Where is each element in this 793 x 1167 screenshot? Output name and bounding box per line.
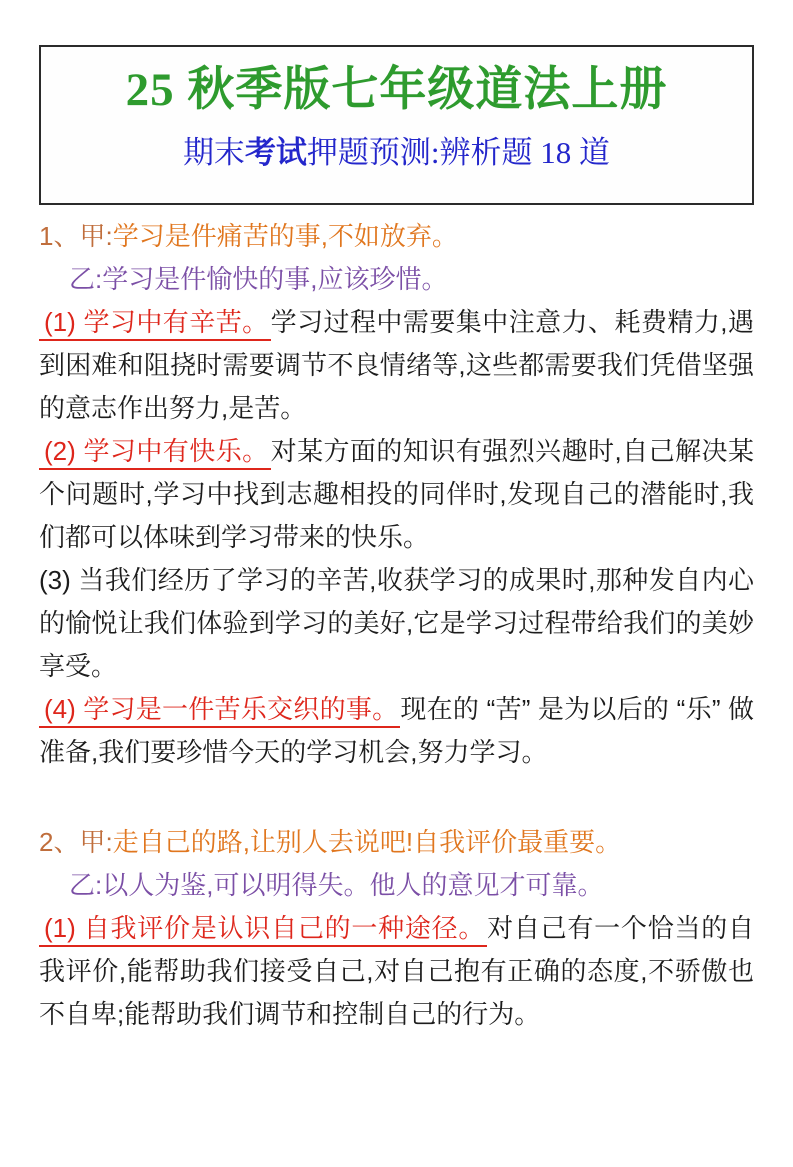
point-body: 对自己有一个恰当的自我评价,能帮助我们接受自己,对自己抱有正确的态度,不骄傲也不自卑;能帮助我们调节和控制自己的行为。 xyxy=(39,913,754,1029)
yi-statement: 以人为鉴,可以明得失。他人的意见才可靠。 xyxy=(102,870,604,900)
question-2 xyxy=(39,821,754,1036)
question-1 xyxy=(39,215,754,774)
document-body xyxy=(39,215,754,1036)
jia-statement: 走自己的路,让别人去说吧!自我评价最重要。 xyxy=(112,827,622,857)
worksheet-page xyxy=(0,45,793,1167)
yi-statement: 学习是件愉快的事,应该珍惜。 xyxy=(102,264,448,294)
point-body: 现在的 “苦” 是为以后的 “乐” 做准备,我们要珍惜今天的学习机会,努力学习。 xyxy=(39,694,754,767)
analysis-point xyxy=(39,688,754,774)
analysis-point xyxy=(39,559,754,688)
point-body: (3) 当我们经历了学习的辛苦,收获学习的成果时,那种发自内心的愉悦让我们体验到学习的美好,它是学习过程带给我们的美妙享受。 xyxy=(39,565,754,681)
page-subtitle xyxy=(41,133,752,173)
dialogue-jia xyxy=(39,215,754,258)
title-box xyxy=(39,45,754,205)
point-body: 对某方面的知识有强烈兴趣时,自己解决某个问题时,学习中找到志趣相投的同伴时,发现自己的潜能时,我们都可以体味到学习带来的快乐。 xyxy=(39,436,754,552)
dialogue-jia xyxy=(39,821,754,864)
analysis-point xyxy=(39,430,754,559)
point-heading-underlined: (1) 自我评价是认识自己的一种途径。 xyxy=(39,913,487,947)
point-heading-underlined: (2) 学习中有快乐。 xyxy=(39,436,271,470)
speaker-jia-label: 2、甲: xyxy=(39,827,113,857)
dialogue-yi xyxy=(39,258,754,301)
subtitle-suffix: 押题预测:辨析题 18 道 xyxy=(306,135,611,170)
jia-statement: 学习是件痛苦的事,不如放弃。 xyxy=(112,221,458,251)
point-heading-underlined: (1) 学习中有辛苦。 xyxy=(39,307,271,341)
analysis-point xyxy=(39,301,754,430)
subtitle-prefix: 期末 xyxy=(182,135,245,170)
speaker-yi-label: 乙: xyxy=(69,264,103,294)
point-body: 学习过程中需要集中注意力、耗费精力,遇到困难和阻挠时需要调节不良情绪等,这些都需要我们凭借坚强的意志作出努力,是苦。 xyxy=(39,307,754,423)
analysis-point xyxy=(39,907,754,1036)
subtitle-bold-exam: 考试 xyxy=(244,135,307,170)
point-heading-underlined: (4) 学习是一件苦乐交织的事。 xyxy=(39,694,400,728)
page-title: 25 秋季版七年级道法上册 xyxy=(125,64,668,116)
speaker-yi-label: 乙: xyxy=(69,870,103,900)
dialogue-yi xyxy=(39,864,754,907)
speaker-jia-label: 1、甲: xyxy=(39,221,113,251)
